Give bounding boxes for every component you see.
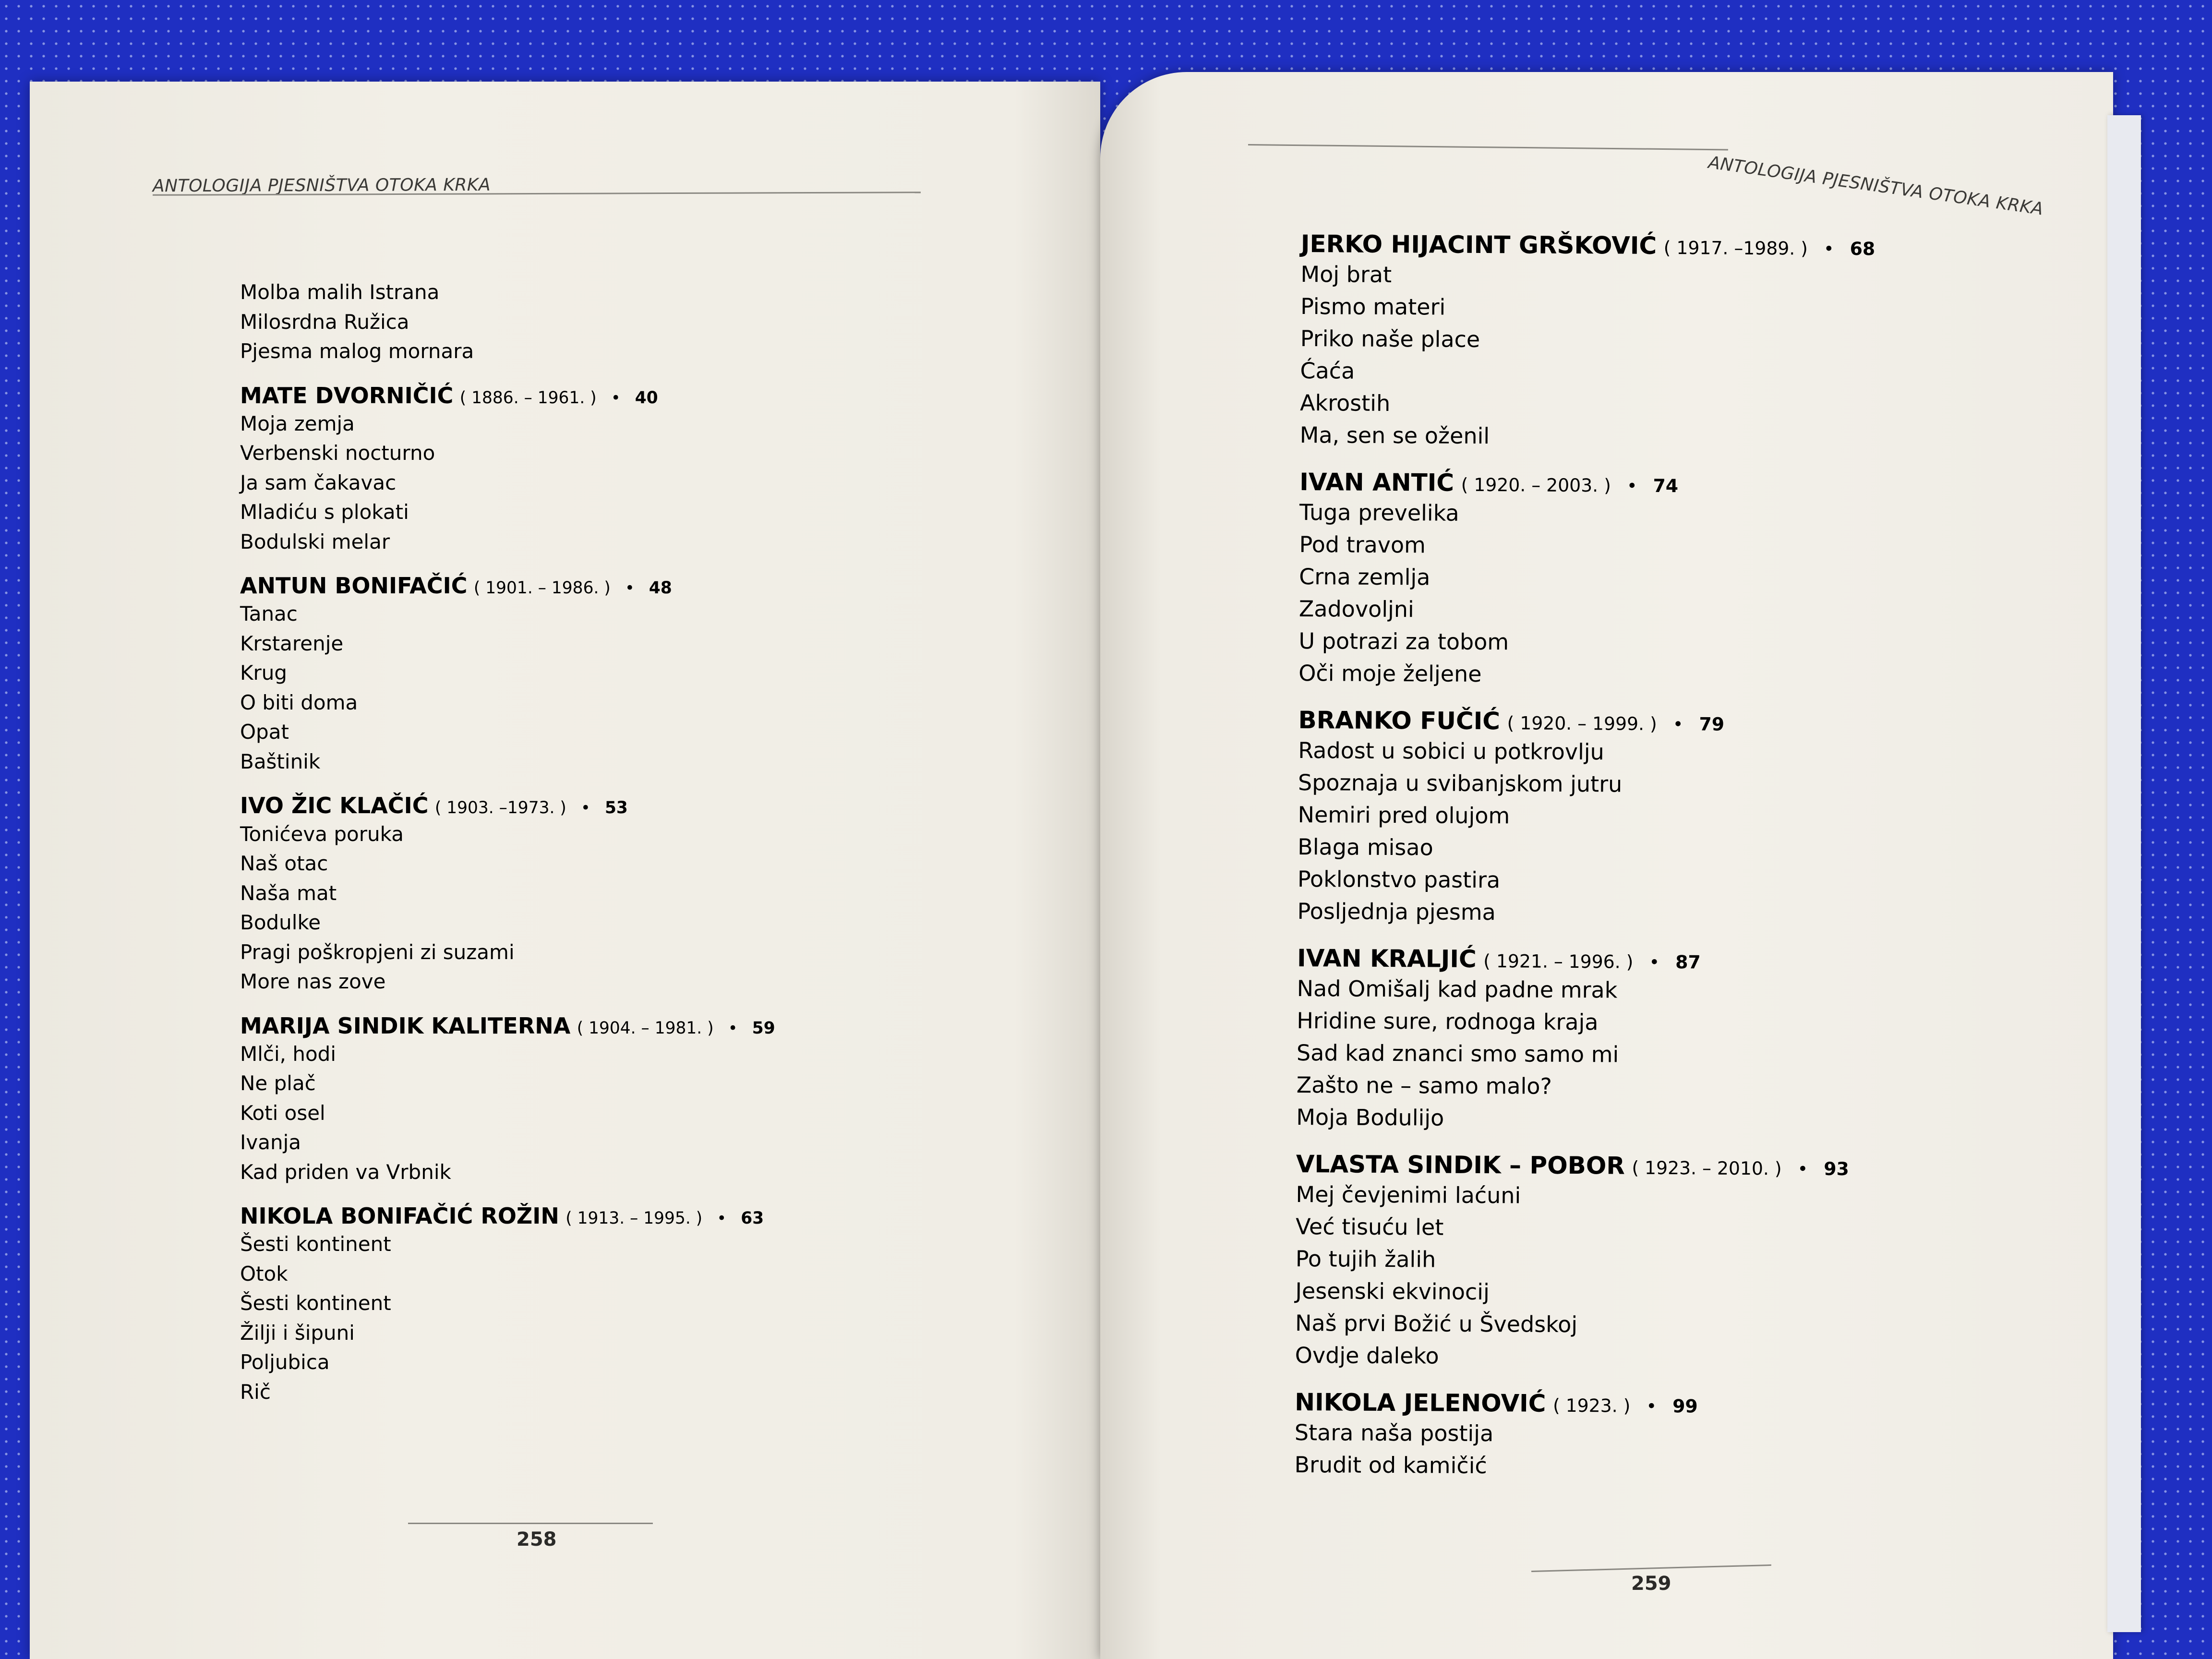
bullet-separator: •	[1649, 951, 1660, 973]
poem-title: Mladiću s plokati	[240, 500, 409, 524]
poem-title: Bodulke	[240, 911, 321, 935]
poem-title: More nas zove	[240, 970, 386, 994]
poem-title: Zadovoljni	[1298, 595, 1414, 623]
page-reference: 53	[604, 798, 628, 818]
author-name: JERKO HIJACINT GRŠKOVIĆ	[1300, 230, 1657, 260]
poem-title: Blaga misao	[1298, 833, 1433, 861]
poem-title: U potrazi za tobom	[1298, 627, 1509, 655]
poem-title: Tuga prevelika	[1299, 499, 1459, 526]
poem-title: Nad Omišalj kad padne mrak	[1297, 975, 1618, 1003]
poem-title: O biti doma	[240, 690, 358, 714]
author-line	[1297, 944, 1872, 975]
page-reference: 93	[1824, 1158, 1849, 1180]
author-name: NIKOLA JELENOVIĆ	[1295, 1388, 1546, 1418]
author-entry	[240, 793, 775, 996]
left-running-head: ANTOLOGIJA PJESNIŠTVA OTOKA KRKA	[152, 175, 491, 196]
poem-title: Baštinik	[240, 749, 321, 773]
poem-title: Otok	[240, 1262, 288, 1286]
bullet-separator: •	[1626, 475, 1637, 496]
page-reference: 48	[649, 578, 672, 598]
page-reference: 59	[752, 1018, 775, 1038]
bullet-separator: •	[1672, 714, 1683, 735]
author-name: VLASTA SINDIK – POBOR	[1296, 1150, 1625, 1180]
page-reference: 40	[635, 388, 658, 408]
poem-title: Molba malih Istrana	[240, 280, 440, 304]
author-line	[240, 793, 775, 819]
page-reference: 99	[1672, 1395, 1698, 1417]
bullet-separator: •	[1646, 1395, 1657, 1417]
page-reference: 87	[1675, 951, 1701, 973]
right-page-number: 259	[1631, 1573, 1671, 1595]
poem-title: Sad kad znanci smo samo mi	[1296, 1039, 1619, 1068]
author-line	[1298, 706, 1873, 737]
bullet-separator: •	[625, 578, 635, 598]
author-line	[240, 1203, 775, 1229]
bullet-separator: •	[728, 1018, 738, 1037]
poem-title: Hridine sure, rodnoga kraja	[1297, 1007, 1599, 1035]
bullet-separator: •	[1797, 1158, 1808, 1179]
poem-title: Žilji i šipuni	[240, 1321, 355, 1345]
author-line	[240, 383, 775, 409]
author-entry	[240, 383, 775, 557]
poem-title: Moja zemja	[240, 411, 355, 435]
poem-title: Pragi poškropjeni zi suzami	[240, 940, 515, 964]
bullet-separator: •	[1823, 238, 1834, 259]
poem-title: Naš otac	[240, 852, 328, 876]
poem-title: Šesti kontinent	[240, 1232, 391, 1256]
author-years: ( 1917. –1989. )	[1663, 237, 1808, 259]
author-entry	[1296, 944, 1871, 1136]
poem-title: Krug	[240, 661, 288, 685]
author-years: ( 1903. –1973. )	[434, 798, 566, 818]
author-entry	[1294, 1388, 1869, 1484]
poem-title: Tonićeva poruka	[240, 822, 404, 846]
author-years: ( 1913. – 1995. )	[565, 1209, 703, 1228]
book-cover-edge	[2107, 115, 2141, 1632]
poem-title: Crna zemlja	[1299, 563, 1431, 590]
poem-title: Poljubica	[240, 1350, 330, 1374]
author-name: NIKOLA BONIFAČIĆ ROŽIN	[240, 1203, 559, 1229]
poem-title: Ivanja	[240, 1130, 301, 1154]
poem-title: Spoznaja u svibanjskom jutru	[1298, 769, 1623, 797]
author-name: MATE DVORNIČIĆ	[240, 382, 454, 409]
poem-title: Koti osel	[240, 1101, 325, 1125]
author-years: ( 1923. – 2010. )	[1632, 1157, 1782, 1179]
author-entry	[240, 1013, 775, 1187]
author-name: IVO ŽIC KLAČIĆ	[240, 793, 429, 819]
author-name: IVAN KRALJIĆ	[1297, 944, 1477, 973]
author-name: BRANKO FUČIĆ	[1298, 706, 1501, 735]
right-table-of-contents	[1294, 229, 1875, 1500]
poem-title: Krstarenje	[240, 631, 344, 655]
poem-title: Ja sam čakavac	[240, 470, 397, 494]
poem-title: Verbenski nocturno	[240, 441, 435, 465]
left-footer-rule	[408, 1523, 653, 1524]
author-entry	[1295, 1150, 1871, 1374]
author-name: IVAN ANTIĆ	[1299, 468, 1455, 497]
left-table-of-contents	[240, 277, 775, 1423]
author-line	[1301, 229, 1875, 261]
author-years: ( 1920. – 1999. )	[1507, 712, 1657, 734]
poem-title: Mej čevjenimi laćuni	[1296, 1181, 1521, 1209]
poem-title: Šesti kontinent	[240, 1291, 391, 1315]
author-line	[240, 1013, 775, 1039]
poem-title: Pod travom	[1299, 531, 1426, 558]
author-line	[1299, 468, 1874, 499]
author-years: ( 1920. – 2003. )	[1461, 474, 1611, 496]
author-entry	[1297, 706, 1873, 930]
poem-title: Rič	[240, 1380, 271, 1404]
poem-title: Brudit od kamičić	[1294, 1451, 1487, 1479]
poem-title: Mlči, hodi	[240, 1042, 337, 1066]
bullet-separator: •	[611, 388, 621, 407]
poem-title: Pjesma malog mornara	[240, 339, 474, 363]
leading-poem-list	[240, 277, 775, 366]
author-entry	[1298, 468, 1874, 692]
poem-title: Milosrdna Ružica	[240, 310, 409, 334]
author-line	[240, 573, 775, 599]
poem-title: Opat	[240, 720, 289, 744]
poem-title: Oči moje željene	[1298, 660, 1482, 687]
right-running-head: ANTOLOGIJA PJESNIŠTVA OTOKA KRKA	[1707, 153, 2045, 219]
author-name: MARIJA SINDIK KALITERNA	[240, 1012, 571, 1039]
poem-title: Stara naša postija	[1294, 1419, 1494, 1447]
poem-title: Jesenski ekvinocij	[1295, 1277, 1490, 1305]
page-reference: 79	[1699, 713, 1725, 735]
author-entry	[1300, 229, 1875, 454]
poem-title: Priko naše place	[1300, 325, 1480, 352]
poem-title: Zašto ne – samo malo?	[1296, 1071, 1552, 1099]
poem-title: Ovdje daleko	[1295, 1342, 1439, 1369]
poem-title: Po tujih žalih	[1295, 1245, 1436, 1273]
poem-title: Tanac	[240, 602, 298, 626]
author-entry	[240, 1203, 775, 1407]
bullet-separator: •	[580, 798, 590, 817]
bullet-separator: •	[717, 1209, 727, 1228]
author-years: ( 1921. – 1996. )	[1483, 950, 1634, 973]
author-years: ( 1886. – 1961. )	[459, 388, 597, 408]
poem-title: Već tisuću let	[1295, 1213, 1444, 1240]
poem-title: Naš prvi Božić u Švedskoj	[1295, 1310, 1578, 1338]
poem-title: Poklonstvo pastira	[1297, 866, 1501, 893]
page-reference: 68	[1850, 238, 1875, 260]
page-reference: 74	[1653, 475, 1679, 497]
poem-title: Moja Bodulijo	[1296, 1104, 1444, 1131]
page-reference: 63	[741, 1209, 764, 1228]
poem-title: Ćaća	[1300, 357, 1355, 384]
poem-title: Bodulski melar	[240, 529, 390, 553]
author-line	[1295, 1388, 1869, 1419]
author-years: ( 1923. )	[1552, 1395, 1631, 1417]
poem-title: Naša mat	[240, 881, 337, 905]
author-years: ( 1901. – 1986. )	[473, 578, 611, 598]
author-name: ANTUN BONIFAČIĆ	[240, 573, 468, 599]
author-line	[1296, 1150, 1871, 1181]
poem-title: Akrostih	[1299, 389, 1391, 416]
poem-title: Kad priden va Vrbnik	[240, 1160, 451, 1184]
poem-title: Pismo materi	[1300, 293, 1446, 320]
poem-title: Posljednja pjesma	[1297, 898, 1496, 926]
poem-title: Ne plač	[240, 1071, 316, 1095]
poem-title: Moj brat	[1300, 261, 1392, 288]
poem-title: Radost u sobici u potkrovlju	[1298, 737, 1604, 765]
author-years: ( 1904. – 1981. )	[577, 1018, 714, 1038]
poem-title: Nemiri pred olujom	[1298, 801, 1510, 829]
left-page-number: 258	[517, 1528, 557, 1551]
poem-title: Ma, sen se oženil	[1299, 421, 1490, 449]
author-entry	[240, 573, 775, 776]
